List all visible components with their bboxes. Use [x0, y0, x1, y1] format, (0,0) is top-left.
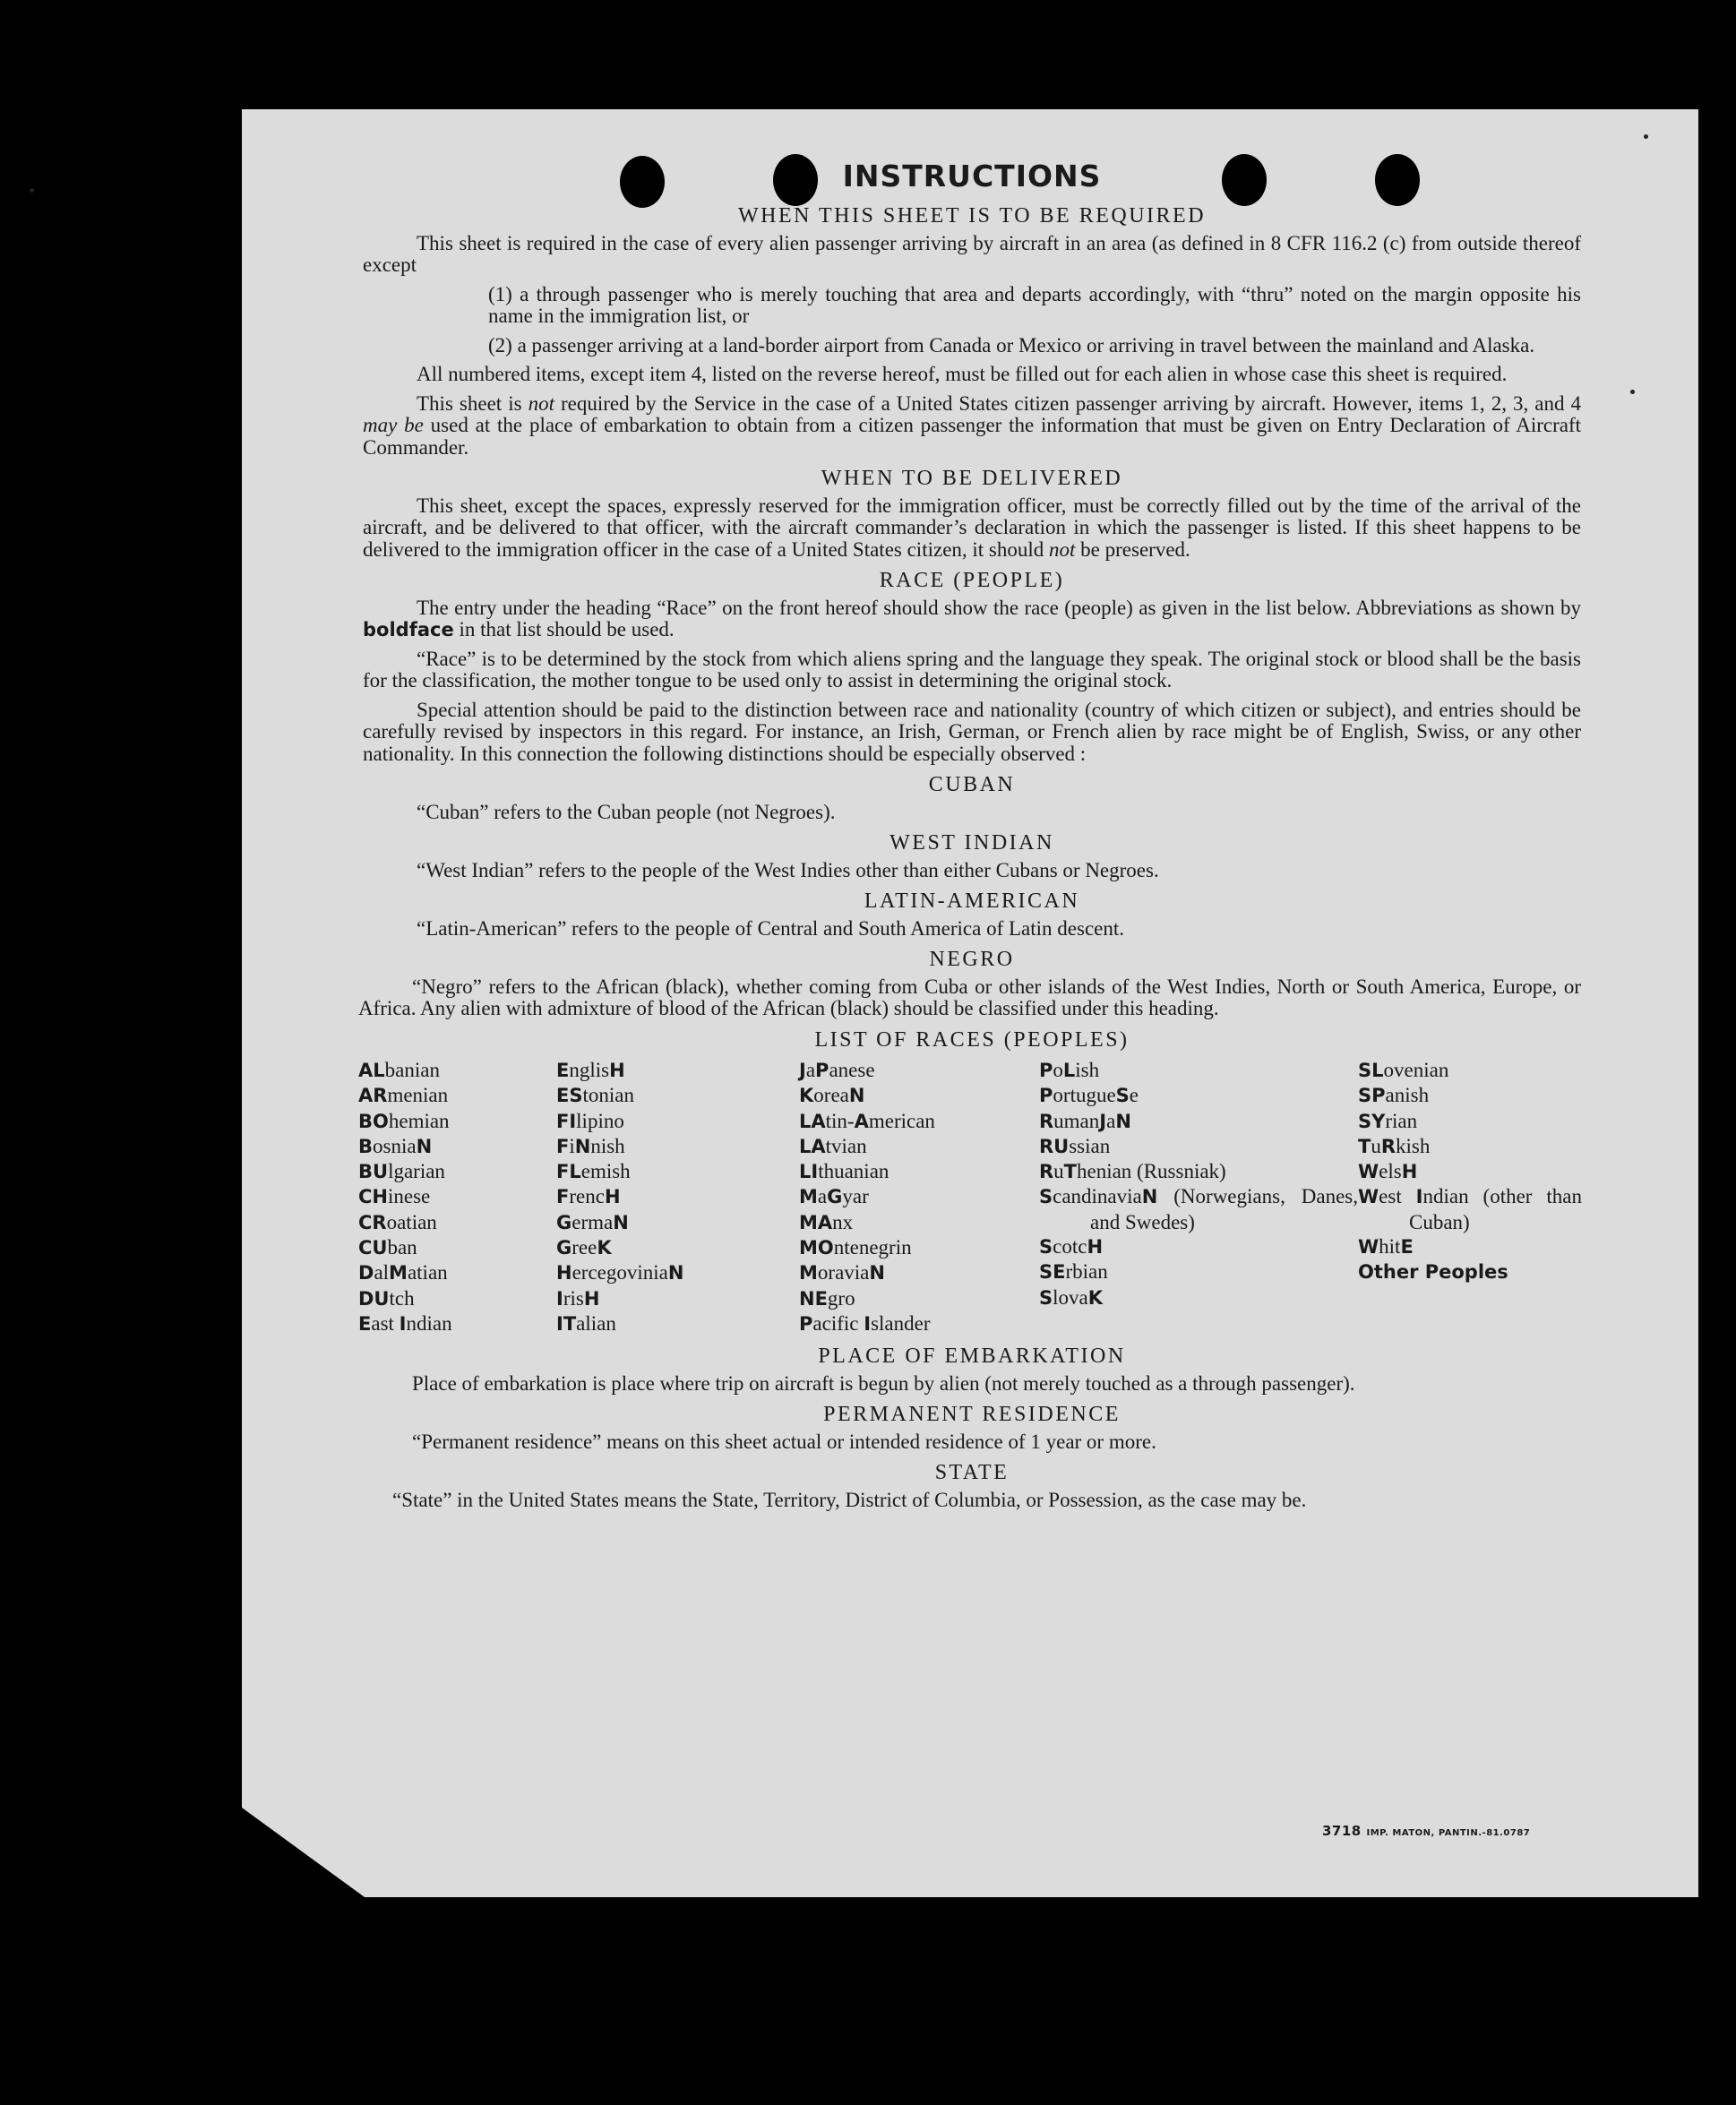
section-heading-cuban: CUBAN [928, 773, 1016, 796]
race-entry: NEgro [799, 1286, 855, 1310]
race-entry: LAtvian [799, 1134, 867, 1157]
race-entry: ScotcH [1039, 1235, 1104, 1259]
race-entry: ITalian [556, 1311, 616, 1335]
race-entry: WelsH [1358, 1160, 1418, 1183]
race-entry: SYrian [1358, 1109, 1418, 1132]
citizen-paragraph: This sheet is not required by the Service in the case of a United States citizen passenger arriving by aircraft. However, items 1, 2, 3, and 4 may be used at the place of embarkation to obtain from a citizen passenger the information that must be given on Entry Declaration of Aircraft Commander. [363, 391, 1581, 459]
speck [30, 188, 34, 193]
race-entry: SlovaK [1039, 1285, 1104, 1309]
race-entry: SErbian [1039, 1260, 1108, 1284]
exception-item-1: (1) a through passenger who is merely touching that area and departs accordingly, with “thru” noted on the margin opposite his name in the immigration list, or [488, 282, 1581, 327]
section-heading-race: RACE (PEOPLE) [879, 569, 1065, 592]
race-entry: FLemish [556, 1160, 631, 1183]
race-entry: ALbanian [358, 1059, 440, 1081]
race-entry: GermaN [556, 1210, 629, 1233]
speck [1644, 134, 1648, 139]
negro-text: “Negro” refers to the African (black), whether coming from Cuba or other islands of the West Indies, North or South America, Europe, or Africa. Any alien with admixture of blood of the African (black) should be classified under this heading. [358, 975, 1581, 1019]
section-heading-state: STATE [934, 1461, 1010, 1485]
section-heading-west-indian: WEST INDIAN [889, 831, 1054, 855]
race-entry: ARmenian [358, 1084, 449, 1107]
race-entry: BUlgarian [358, 1160, 445, 1183]
cuban-text: “Cuban” refers to the Cuban people (not Negroes). [417, 800, 836, 823]
race-entry: GreeK [556, 1236, 612, 1259]
speck [1630, 390, 1635, 394]
races-list [358, 1058, 1581, 1336]
races-column [556, 1058, 799, 1336]
embarkation-text: Place of embarkation is place where trip on aircraft is begun by alien (not merely touched as a through passenger). [412, 1371, 1355, 1395]
race-entry: SPanish [1358, 1084, 1430, 1107]
race-entry: IrisH [556, 1286, 600, 1310]
race-entry: PoLish [1039, 1059, 1100, 1081]
race-entry: EnglisH [556, 1059, 625, 1081]
race-entry: DUtch [358, 1286, 415, 1310]
race-entry: Other Peoples [1358, 1261, 1508, 1284]
section-heading-required: WHEN THIS SHEET IS TO BE REQUIRED [737, 204, 1207, 228]
race-paragraph-2: “Race” is to be determined by the stock from which aliens spring and the language they speak. The original stock or blood shall be the basis for the classification, the mother tongue to be used only to assist in determining the original stock. [363, 647, 1581, 692]
race-entry: DalMatian [358, 1261, 448, 1284]
race-entry: CHinese [358, 1185, 431, 1208]
west-indian-text: “West Indian” refers to the people of the West Indies other than either Cubans or Negroes. [417, 858, 1159, 881]
section-heading-races-list: LIST OF RACES (PEOPLES) [814, 1027, 1130, 1052]
races-column [358, 1058, 556, 1336]
race-entry: JaPanese [799, 1059, 875, 1081]
form-number: 3718 [1322, 1823, 1362, 1839]
state-text: “State” in the United States means the State, Territory, District of Columbia, or Possession, as the case may be. [392, 1488, 1307, 1511]
race-entry: LAtin-American [799, 1109, 935, 1132]
race-entry: WhitE [1358, 1235, 1414, 1259]
race-entry: MOntenegrin [799, 1236, 912, 1259]
numbered-items-paragraph: All numbered items, except item 4, listed on the reverse hereof, must be filled out for each alien in whose case this sheet is required. [417, 363, 1508, 385]
races-column [1039, 1058, 1358, 1336]
section-heading-embarkation: PLACE OF EMBARKATION [818, 1345, 1126, 1369]
race-entry: RUssian [1039, 1134, 1111, 1157]
race-entry: BosniaN [358, 1134, 433, 1157]
races-column [799, 1058, 1039, 1336]
race-entry: RumanJaN [1039, 1109, 1131, 1132]
document-title: INSTRUCTIONS [842, 159, 1102, 193]
printer-imprint: IMP. MATON, PANTIN.-81.0787 [1366, 1828, 1531, 1838]
race-entry: CUban [358, 1236, 417, 1259]
section-heading-residence: PERMANENT RESIDENCE [823, 1403, 1121, 1427]
race-entry: FIlipino [556, 1109, 624, 1132]
race-entry: East Indian [358, 1311, 452, 1335]
race-entry: SLovenian [1358, 1059, 1449, 1081]
race-entry: FiNnish [556, 1134, 625, 1157]
instructions-content [358, 159, 1582, 1518]
race-entry: MAnx [799, 1210, 854, 1233]
race-entry: MoraviaN [799, 1261, 885, 1284]
race-entry: LIthuanian [799, 1160, 889, 1183]
section-heading-negro: NEGRO [929, 948, 1015, 971]
race-entry: TuRkish [1358, 1134, 1431, 1157]
delivered-paragraph: This sheet, except the spaces, expressly reserved for the immigration officer, must be correctly filled out by the time of the arrival of the aircraft, and be delivered to that officer, with the aircraft commander’s declaration in which the passenger is listed. If this sheet happens to be delivered to the immigration officer in the case of a United States citizen, it should not be preserved. [363, 494, 1581, 561]
race-entry: RuThenian (Russniak) [1039, 1160, 1226, 1183]
race-entry: Pacific Islander [799, 1311, 931, 1335]
intro-paragraph: This sheet is required in the case of every alien passenger arriving by aircraft in an area (as defined in 8 CFR 116.2 (c) from outside thereof except [363, 231, 1581, 276]
race-entry: MaGyar [799, 1185, 869, 1208]
race-entry: ScandinaviaN (Norwegians, Danes, and Swedes) [1039, 1185, 1358, 1233]
race-entry: EStonian [556, 1084, 634, 1107]
race-entry: FrencH [556, 1185, 621, 1208]
section-heading-delivered: WHEN TO BE DELIVERED [821, 467, 1123, 490]
races-column [1358, 1058, 1582, 1336]
race-entry: CRoatian [358, 1210, 437, 1233]
race-entry: HercegoviniaN [556, 1261, 684, 1284]
section-heading-latin-american: LATIN-AMERICAN [864, 889, 1080, 913]
race-entry: KoreaN [799, 1084, 865, 1107]
form-footer [1322, 1823, 1530, 1839]
race-paragraph-1: The entry under the heading “Race” on the front hereof should show the race (people) as given in the list below. Abbreviations as shown by boldface in that list should be used. [363, 596, 1581, 640]
latin-american-text: “Latin-American” refers to the people of Central and South America of Latin descent. [417, 916, 1124, 940]
race-paragraph-3: Special attention should be paid to the distinction between race and nationality (country of which citizen or subject), and entries should be carefully revised by inspectors in this regard. For instance, an Irish, German, or French alien by race might be of English, Swiss, or any other nationality. In this connection the following distinctions should be especially observed : [363, 698, 1581, 765]
exception-item-2: (2) a passenger arriving at a land-border airport from Canada or Mexico or arriving in travel between the mainland and Alaska. [488, 333, 1535, 357]
race-entry: West Indian (other than Cuban) [1358, 1185, 1582, 1233]
race-entry: BOhemian [358, 1109, 450, 1132]
residence-text: “Permanent residence” means on this sheet actual or intended residence of 1 year or more. [412, 1430, 1156, 1453]
race-entry: PortugueSe [1039, 1084, 1139, 1107]
